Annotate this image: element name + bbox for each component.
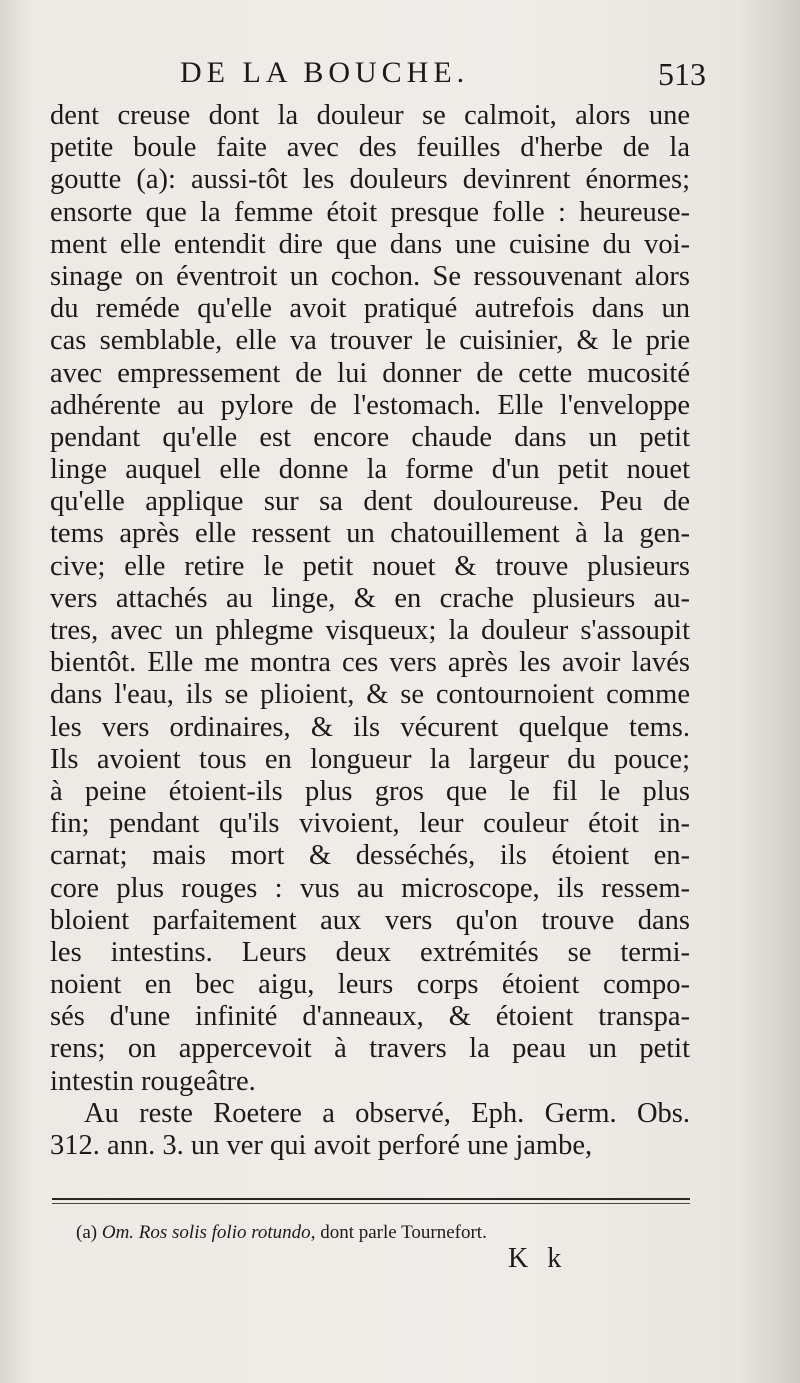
- text-line: cas semblable, elle va trouver le cuisinier, & le prie: [50, 325, 690, 357]
- text-line: carnat; mais mort & desséchés, ils étoient en-: [50, 840, 690, 872]
- text-line: bientôt. Elle me montra ces vers après les avoir lavés: [50, 647, 690, 679]
- text-line: core plus rouges : vus au microscope, ils ressem-: [50, 872, 690, 904]
- text-line: noient en bec aigu, leurs corps étoient compo-: [50, 969, 690, 1001]
- text-line: tems après elle ressent un chatouillement à la gen-: [50, 518, 690, 550]
- text-line: adhérente au pylore de l'estomach. Elle l'enveloppe: [50, 389, 690, 421]
- text-line: tres, avec un phlegme visqueux; la douleur s'assoupit: [50, 615, 690, 646]
- footnote-italic-text: Om. Ros solis folio rotundo: [101, 1222, 311, 1243]
- text-line: linge auquel elle donne la forme d'un petit nouet: [50, 454, 690, 486]
- footnote-roman-text: , dont parle Tournefort.: [310, 1222, 487, 1243]
- text-line: intestin rougeâtre.: [50, 1065, 256, 1097]
- text-line: du reméde qu'elle avoit pratiqué autrefois dans un: [50, 293, 690, 325]
- running-title: DE LA BOUCHE.: [180, 56, 470, 89]
- text-line: bloient parfaitement aux vers qu'on trouve dans: [50, 904, 690, 936]
- text-line: petite boule faite avec des feuilles d'herbe de la: [50, 132, 690, 164]
- text-line: ensorte que la femme étoit presque folle : heureuse-: [50, 196, 690, 228]
- text-line: Ils avoient tous en longueur la largeur du pouce;: [50, 743, 690, 775]
- text-line: avec empressement de lui donner de cette mucosité: [50, 357, 690, 389]
- text-line: 312. ann. 3. un ver qui avoit perforé une jambe,: [50, 1130, 593, 1161]
- page-number: 513: [658, 56, 706, 92]
- footnote-marker: (a): [76, 1222, 98, 1243]
- text-line: les vers ordinaires, & ils vécurent quelque tems.: [50, 711, 690, 743]
- footnote-rule-thin: [52, 1203, 690, 1204]
- signature-mark: K k: [508, 1243, 568, 1274]
- text-line: dans l'eau, ils se plioient, & se contournoient comme: [50, 679, 690, 711]
- body-text: [50, 100, 690, 1162]
- text-line: sinage on éventroit un cochon. Se ressouvenant alors: [50, 260, 690, 292]
- text-line: qu'elle applique sur sa dent douloureuse. Peu de: [50, 486, 690, 518]
- text-line: goutte (a): aussi-tôt les douleurs devinrent énormes;: [50, 164, 690, 196]
- text-line: à peine étoient-ils plus gros que le fil le plus: [50, 775, 690, 807]
- footnote: [76, 1222, 676, 1244]
- text-line: pendant qu'elle est encore chaude dans un petit: [50, 421, 690, 453]
- text-line: les intestins. Leurs deux extrémités se termi-: [50, 936, 690, 968]
- text-line: sés d'une infinité d'anneaux, & étoient transpa-: [50, 1001, 690, 1033]
- page-header: [180, 56, 706, 100]
- text-line: rens; on appercevoit à travers la peau un petit: [50, 1033, 690, 1065]
- footnote-rule: [52, 1198, 690, 1200]
- text-line: cive; elle retire le petit nouet & trouve plusieurs: [50, 550, 690, 582]
- text-line: vers attachés au linge, & en crache plusieurs au-: [50, 582, 690, 614]
- text-line: ment elle entendit dire que dans une cuisine du voi-: [50, 228, 690, 260]
- text-line: Au reste Roetere a observé, Eph. Germ. Obs.: [84, 1097, 690, 1129]
- text-line: dent creuse dont la douleur se calmoit, alors une: [50, 100, 690, 131]
- text-line: fin; pendant qu'ils vivoient, leur couleur étoit in-: [50, 808, 690, 840]
